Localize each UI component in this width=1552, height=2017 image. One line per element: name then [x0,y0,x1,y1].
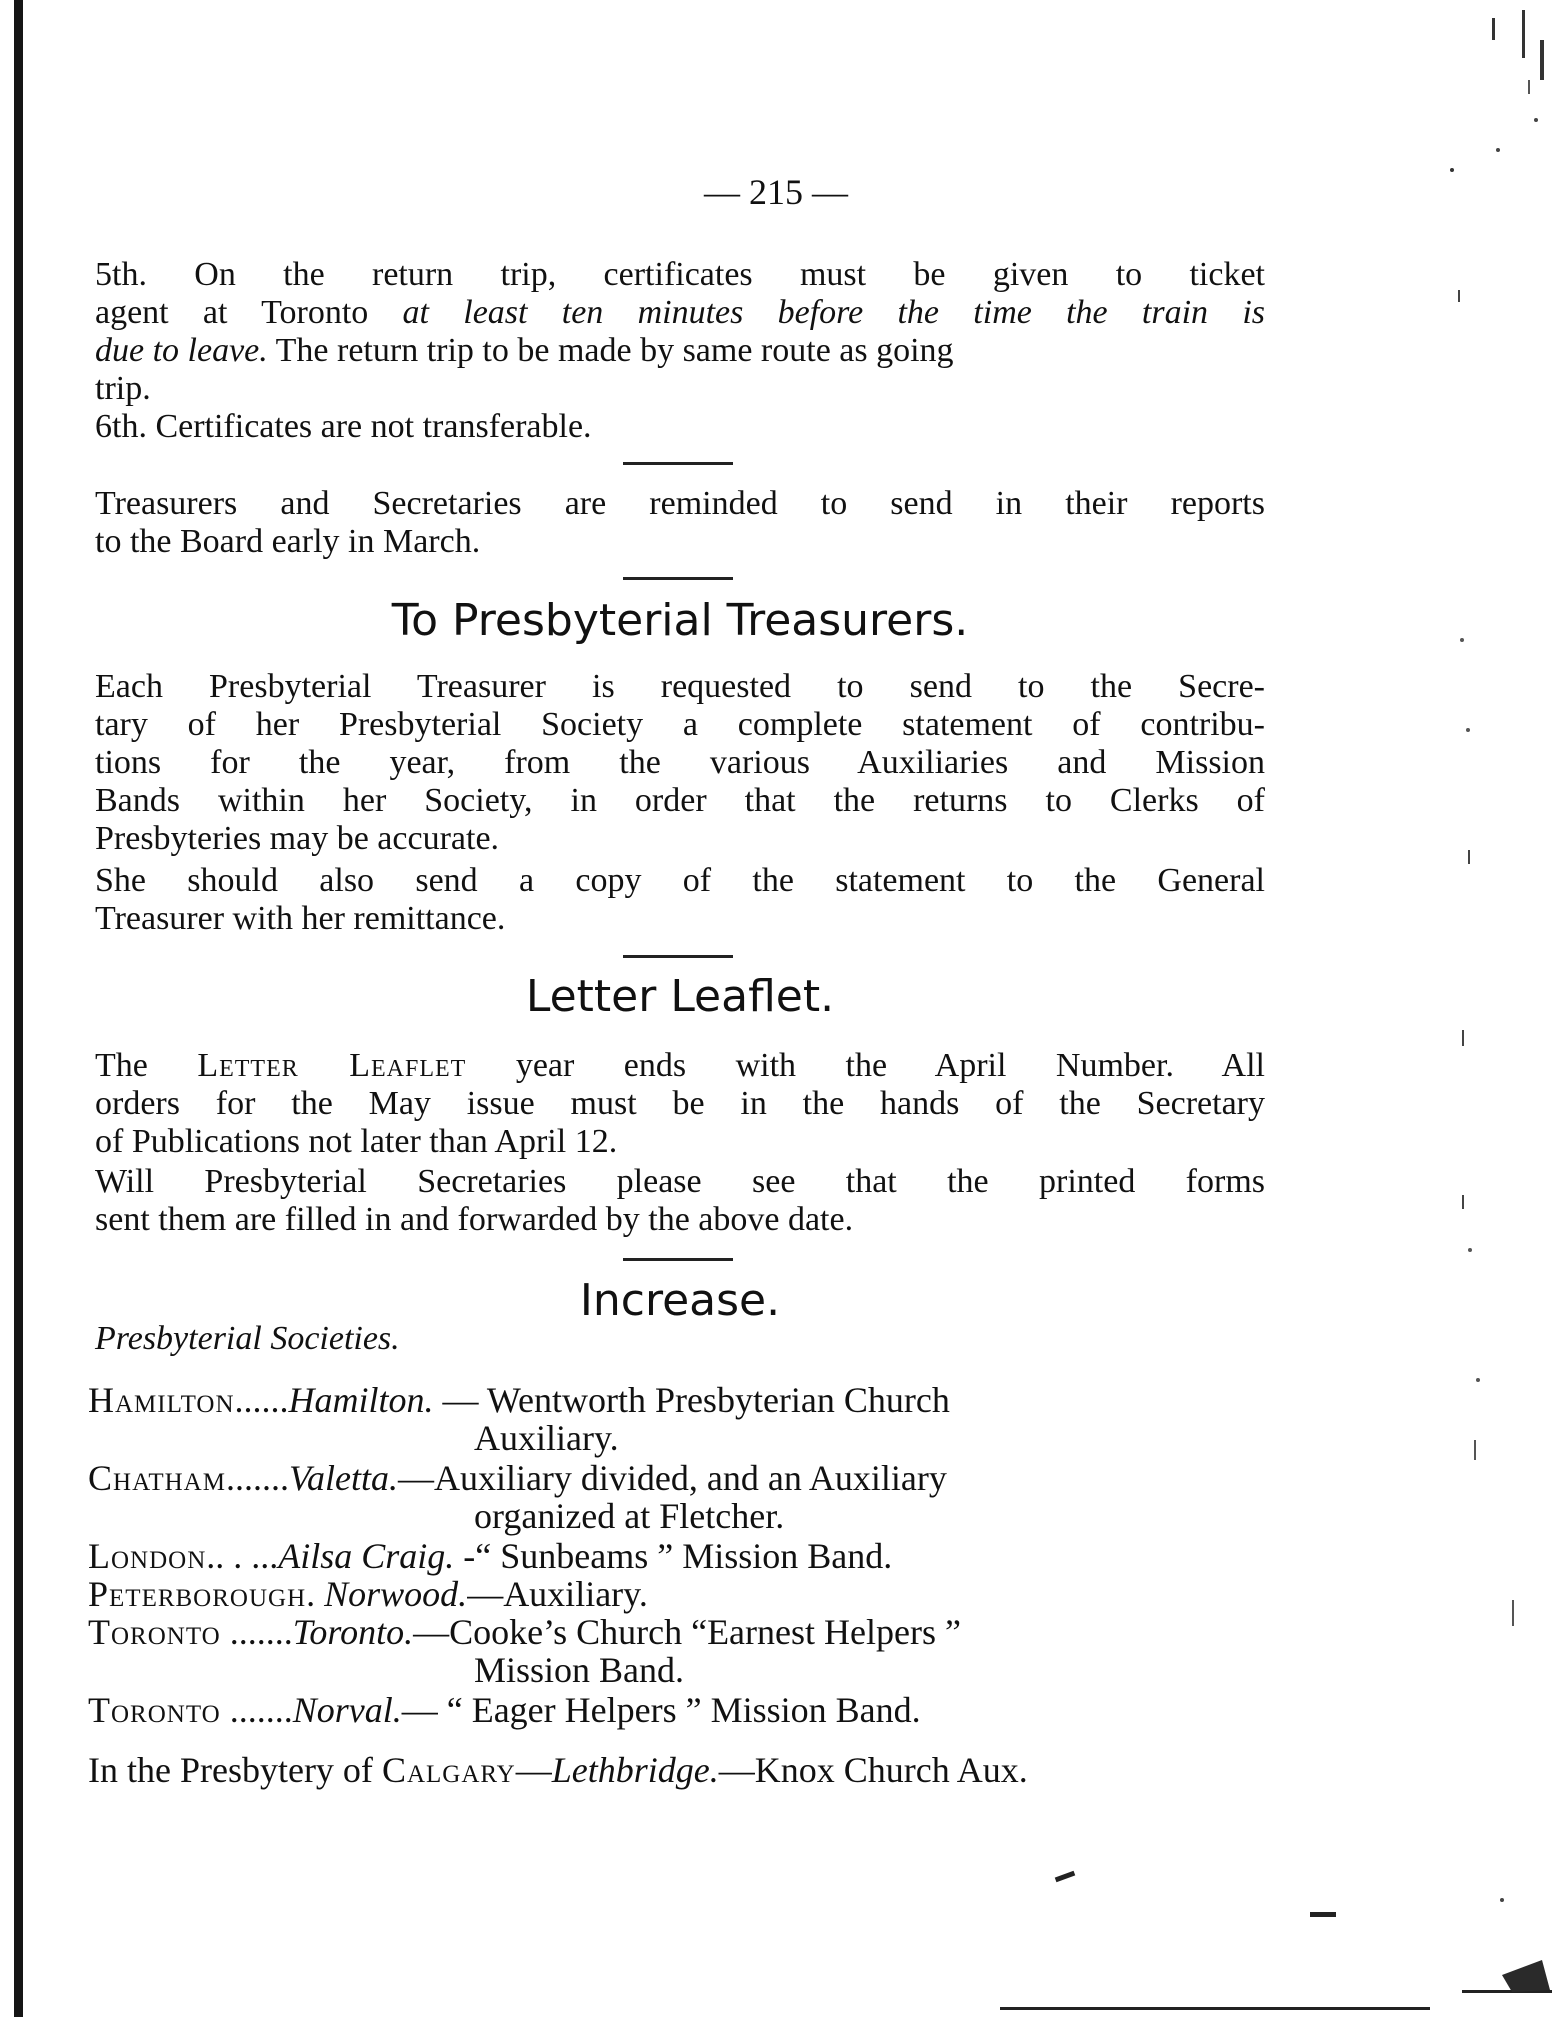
heading-increase: Increase. [579,1275,781,1326]
treasurers-line-7: Treasurer with her remittance. [95,900,506,937]
increase-entry-calgary: In the Presbytery of Calgary—Lethbridge.—Knox Church Aux. [88,1750,1028,1790]
subheading-presbyterial-societies: Presbyterial Societies. [95,1320,400,1357]
leaflet-line-3: of Publications not later than April 12. [95,1123,618,1160]
divider-rule [623,1258,733,1261]
item-6: 6th. Certificates are not transferable. [95,408,592,445]
increase-entry-london: London.. . ...Ailsa Craig. -“ Sunbeams ” Mission Band. [88,1536,893,1576]
page-number: — 215 — [704,172,848,212]
treasurers-line-5: Presbyteries may be accurate. [95,820,500,857]
heading-letter-leaflet: Letter Leaflet. [525,971,835,1022]
increase-entry-toronto-cookes: Toronto .......Toronto.—Cooke’s Church “Earnest Helpers ” [88,1612,961,1652]
leaflet-line-5: sent them are filled in and forwarded by the above date. [95,1201,854,1238]
bottom-edge-line [1000,2007,1430,2010]
item-5-line-2: agent at Toronto at least ten minutes before the time the train is [95,294,1265,331]
leaflet-line-2: orders for the May issue must be in the hands of the Secretary [95,1085,1265,1122]
reminder-line-2: to the Board early in March. [95,523,481,560]
increase-entry-toronto-cookes-cont: Mission Band. [474,1650,685,1690]
binding-edge [14,0,23,2017]
heading-presbyterial-treasurers: To Presbyterial Treasurers. [391,595,969,646]
divider-rule [623,462,733,465]
leaflet-line-1: The Letter Leaflet year ends with the April Number. All [95,1047,1266,1084]
leaflet-line-4: Will Presbyterial Secretaries please see that the printed forms [95,1163,1265,1200]
increase-entry-peterborough: Peterborough. Norwood.—Auxiliary. [88,1574,648,1614]
increase-entry-toronto-norval: Toronto .......Norval.— “ Eager Helpers ” Mission Band. [88,1690,921,1730]
reminder-line-1: Treasurers and Secretaries are reminded to send in their reports [95,485,1265,522]
treasurers-line-3: tions for the year, from the various Auxiliaries and Mission [95,744,1265,781]
treasurers-line-1: Each Presbyterial Treasurer is requested to send to the Secre- [95,668,1265,705]
treasurers-line-2: tary of her Presbyterial Society a complete statement of contribu- [95,706,1265,743]
scan-noise [1432,0,1552,2017]
treasurers-line-6: She should also send a copy of the statement to the General [95,862,1265,899]
increase-entry-chatham: Chatham.......Valetta.—Auxiliary divided, and an Auxiliary [88,1458,947,1498]
item-5-line-1: 5th. On the return trip, certificates must be given to ticket [95,256,1265,293]
increase-entry-hamilton-cont: Auxiliary. [474,1418,619,1458]
item-5-line-4: trip. [95,370,151,407]
item-5-line-3: due to leave. The return trip to be made by same route as going [95,332,954,369]
ink-speck [1310,1912,1336,1917]
ink-speck [1055,1871,1076,1883]
divider-rule [623,955,733,958]
treasurers-line-4: Bands within her Society, in order that the returns to Clerks of [95,782,1265,819]
divider-rule [623,577,733,580]
increase-entry-chatham-cont: organized at Fletcher. [474,1496,785,1536]
increase-entry-hamilton: Hamilton......Hamilton. — Wentworth Presbyterian Church [88,1380,950,1420]
